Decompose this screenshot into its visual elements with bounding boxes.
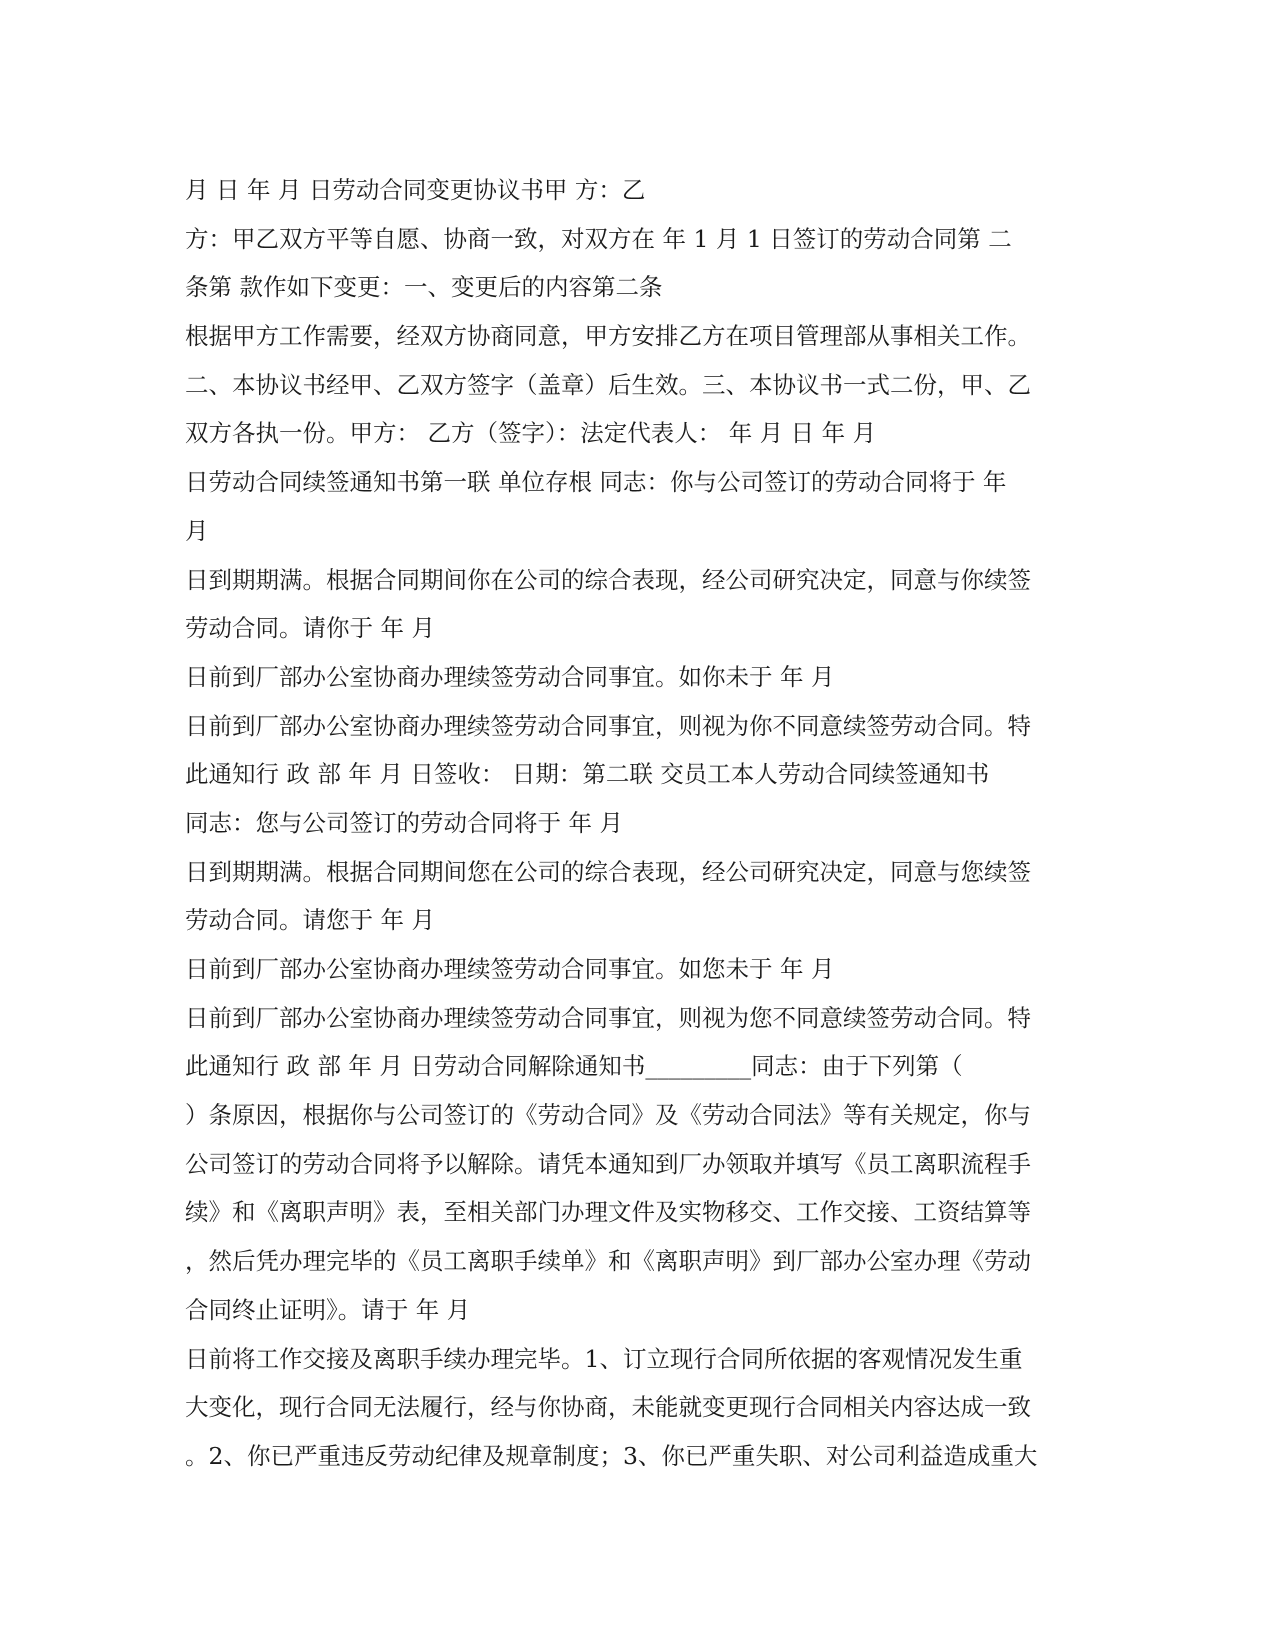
text-line: 根据甲方工作需要，经双方协商同意，甲方安排乙方在项目管理部从事相关工作。 [185, 322, 1031, 351]
text-line: 大变化，现行合同无法履行，经与你协商，未能就变更现行合同相关内容达成一致 [185, 1393, 1031, 1422]
text-line: 月 日 年 月 日劳动合同变更协议书甲 方：乙 [185, 176, 646, 204]
text-line: 。2、你已严重违反劳动纪律及规章制度；3、你已严重失职、对公司利益造成重大 [185, 1441, 1038, 1470]
text-line: 同志：您与公司签订的劳动合同将于 年 月 [185, 808, 623, 837]
document-body [185, 166, 1090, 1481]
text-line: 日前到厂部办公室协商办理续签劳动合同事宜，则视为您不同意续签劳动合同。特 [185, 1003, 1031, 1032]
text-line: 劳动合同。请你于 年 月 [185, 614, 435, 643]
text-line: ）条原因，根据你与公司签订的《劳动合同》及《劳动合同法》等有关规定，你与 [185, 1101, 1031, 1130]
text-line: 合同终止证明》。请于 年 月 [185, 1295, 471, 1324]
text-line: 此通知行 政 部 年 月 日签收： 日期：第二联 交员工本人劳动合同续签通知书 [185, 760, 990, 789]
text-line: ，然后凭办理完毕的《员工离职手续单》和《离职声明》到厂部办公室办理《劳动 [185, 1247, 1031, 1276]
text-line: 月 [185, 516, 209, 545]
text-line: 二、本协议书经甲、乙双方签字（盖章）后生效。三、本协议书一式二份，甲、乙 [185, 370, 1031, 399]
text-line: 日劳动合同续签通知书第一联 单位存根 同志：你与公司签订的劳动合同将于 年 [185, 468, 1007, 497]
text-line: 双方各执一份。甲方： 乙方（签字）：法定代表人： 年 月 日 年 月 [185, 419, 877, 448]
text-line: 方：甲乙双方平等自愿、协商一致，对双方在 年 1 月 1 日签订的劳动合同第 二 [185, 224, 1012, 253]
text-line: 此通知行 政 部 年 月 日劳动合同解除通知书_________同志：由于下列第（ [185, 1052, 963, 1081]
text-line: 日到期期满。根据合同期间您在公司的综合表现，经公司研究决定，同意与您续签 [185, 857, 1031, 886]
text-line: 续》和《离职声明》表，至相关部门办理文件及实物移交、工作交接、工资结算等 [185, 1198, 1031, 1227]
text-line: 劳动合同。请您于 年 月 [185, 906, 435, 935]
text-line: 条第 款作如下变更：一、变更后的内容第二条 [185, 273, 663, 302]
text-line: 日前到厂部办公室协商办理续签劳动合同事宜，则视为你不同意续签劳动合同。特 [185, 711, 1031, 740]
text-line: 日到期期满。根据合同期间你在公司的综合表现，经公司研究决定，同意与你续签 [185, 565, 1031, 594]
text-line: 公司签订的劳动合同将予以解除。请凭本通知到厂办领取并填写《员工离职流程手 [185, 1149, 1031, 1178]
text-line: 日前到厂部办公室协商办理续签劳动合同事宜。如您未于 年 月 [185, 955, 835, 983]
text-line: 日前将工作交接及离职手续办理完毕。1、订立现行合同所依据的客观情况发生重 [185, 1344, 1023, 1373]
text-line: 日前到厂部办公室协商办理续签劳动合同事宜。如你未于 年 月 [185, 662, 835, 691]
